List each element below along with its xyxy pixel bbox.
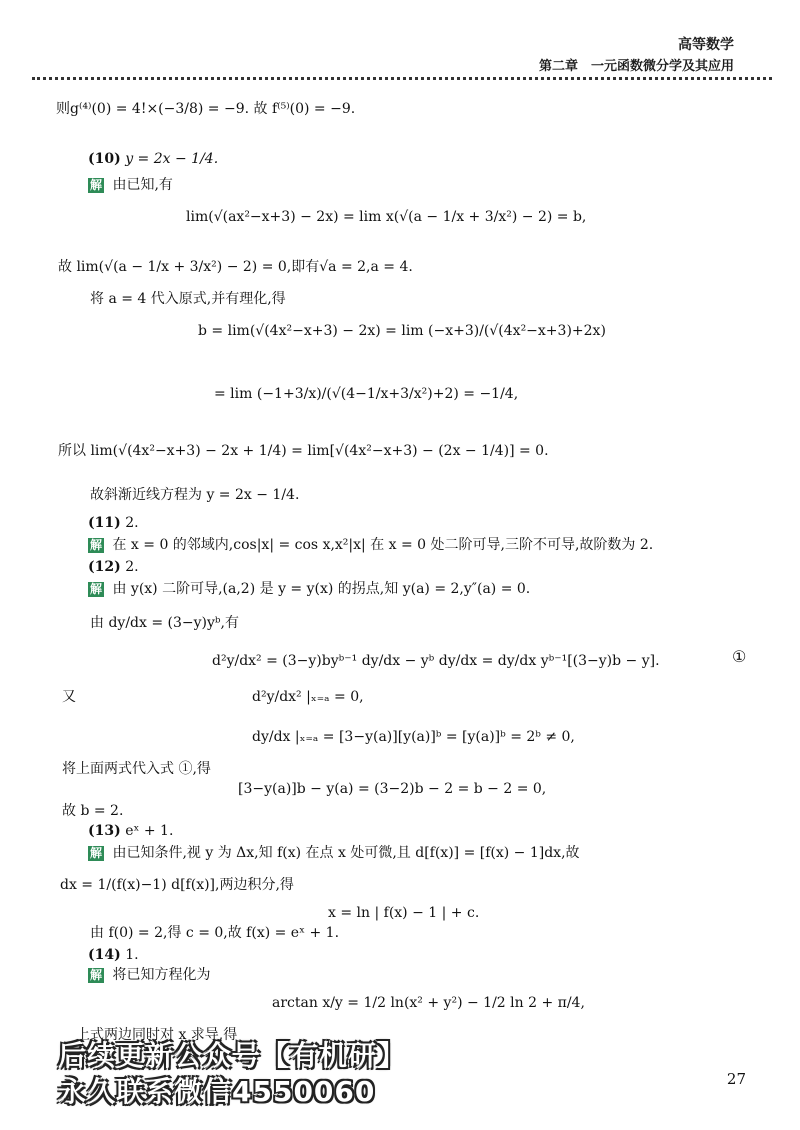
condition-first-derivative — [252, 728, 575, 746]
problem-answer: 2. — [125, 515, 139, 531]
chapter-title: 第二章 一元函数微分学及其应用 — [538, 59, 734, 74]
derivative-given — [90, 614, 239, 632]
circled-number: ① — [732, 647, 747, 666]
body-text: 将上面两式代入式 ①,得 — [62, 761, 211, 777]
formula-text: 则g⁽⁴⁾(0) = 4!×(−3/8) = −9. 故 f⁽⁵⁾(0) = −9. — [56, 101, 356, 117]
problem-answer: 1. — [125, 947, 139, 963]
problem-14-heading — [88, 946, 139, 964]
problem-answer: eˣ + 1. — [125, 823, 174, 839]
body-text: 上式两边同时对 x 求导,得 — [76, 1027, 238, 1043]
equation-text: dy/dx |ₓ₌ₐ = [3−y(a)][y(a)]ᵇ = [y(a)]ᵇ = 2ᵇ ≠ 0, — [252, 729, 575, 745]
second-derivative-eq — [212, 652, 660, 670]
label-you — [62, 688, 76, 706]
problem-13-solution — [88, 844, 580, 862]
body-text: 故 b = 2. — [62, 803, 124, 819]
equation-text: 由 dy/dx = (3−y)yᵇ,有 — [90, 615, 239, 631]
integrated-eq — [328, 904, 479, 922]
equation-limit-b — [186, 208, 586, 226]
solution-tag: 解 — [90, 538, 103, 552]
asymptote-conclusion — [90, 486, 299, 504]
solution-text: 由已知,有 — [112, 177, 173, 193]
header-divider — [32, 77, 772, 80]
solution-text: 将已知方程化为 — [112, 967, 211, 983]
conclusion-b — [62, 802, 123, 820]
condition-second-derivative — [252, 688, 364, 706]
equation-text: dx = 1/(f(x)−1) d[f(x)],两边积分,得 — [60, 877, 294, 893]
equation-b-solve — [238, 780, 546, 798]
problem-12-solution — [88, 580, 530, 598]
body-text: 故斜渐近线方程为 y = 2x − 1/4. — [90, 487, 300, 503]
body-text: 由 f(0) = 2,得 c = 0,故 f(x) = eˣ + 1. — [90, 925, 340, 941]
watermark-line-1: 后续更新公众号【有机研】 — [58, 1039, 407, 1072]
page-number: 27 — [726, 1070, 746, 1088]
equation-text: 所以 lim(√(4x²−x+3) − 2x + 1/4) = lim[√(4x²−x+3) − (2x − 1/4)] = 0. — [58, 443, 549, 459]
equation-text: 故 lim(√(a − 1/x + 3/x²) − 2) = 0,即有√a = 2,a = 4. — [58, 259, 413, 275]
formula-line-g4 — [56, 100, 355, 118]
equation-suoyi — [58, 442, 549, 460]
problem-11-solution — [88, 536, 653, 554]
equation-text: = lim (−1+3/x)/(√(4−1/x+3/x²)+2) = −1/4, — [214, 386, 519, 402]
problem-answer: y = 2x − 1/4. — [125, 151, 219, 167]
plug-in-text — [62, 760, 211, 778]
solution-text: 由已知条件,视 y 为 Δx,知 f(x) 在点 x 处可微,且 d[f(x)] = [f(x) − 1]dx,故 — [112, 845, 580, 861]
problem-10-heading — [88, 150, 218, 168]
problem-number: (10) — [88, 151, 121, 167]
equation-text: x = ln | f(x) − 1 | + c. — [328, 905, 480, 921]
problem-14-solution — [88, 966, 210, 984]
solution-tag: 解 — [90, 968, 103, 982]
equation-text: lim(√(ax²−x+3) − 2x) = lim x(√(a − 1/x + 3/x²) − 2) = b, — [186, 209, 587, 225]
body-text: 又 — [62, 689, 76, 705]
substitution-text — [90, 290, 286, 308]
problem-number: (12) — [88, 559, 121, 575]
solution-tag: 解 — [90, 846, 103, 860]
initial-condition — [90, 924, 339, 942]
problem-13-heading — [88, 822, 173, 840]
equation-text: [3−y(a)]b − y(a) = (3−2)b − 2 = b − 2 = 0, — [238, 781, 547, 797]
problem-number: (14) — [88, 947, 121, 963]
solution-text: 由 y(x) 二阶可导,(a,2) 是 y = y(x) 的拐点,知 y(a) = 2,y″(a) = 0. — [112, 581, 531, 597]
differential-eq — [60, 876, 294, 894]
equation-text: d²y/dx² |ₓ₌ₐ = 0, — [252, 689, 364, 705]
equation-b-result — [214, 385, 518, 403]
book-title: 高等数学 — [678, 37, 734, 53]
problem-number: (11) — [88, 515, 121, 531]
equation-text: d²y/dx² = (3−y)byᵇ⁻¹ dy/dx − yᵇ dy/dx = dy/dx yᵇ⁻¹[(3−y)b − y]. — [212, 653, 660, 669]
arctan-equation — [272, 994, 585, 1012]
problem-10-solution-intro — [88, 176, 173, 194]
problem-12-heading — [88, 558, 139, 576]
watermark-line-2: 永久联系微信4550060 — [58, 1075, 376, 1108]
equation-text: arctan x/y = 1/2 ln(x² + y²) − 1/2 ln 2 + π/4, — [272, 995, 585, 1011]
solution-text: 在 x = 0 的邻域内,cos|x| = cos x,x²|x| 在 x = 0 处二阶可导,三阶不可导,故阶数为 2. — [112, 537, 654, 553]
problem-answer: 2. — [125, 559, 139, 575]
solution-tag: 解 — [90, 582, 103, 596]
problem-number: (13) — [88, 823, 121, 839]
equation-text: b = lim(√(4x²−x+3) − 2x) = lim (−x+3)/(√(4x²−x+3)+2x) — [198, 323, 606, 339]
equation-a-value — [58, 258, 413, 276]
problem-11-heading — [88, 514, 139, 532]
solution-tag: 解 — [90, 178, 103, 192]
body-text: 将 a = 4 代入原式,并有理化,得 — [90, 291, 286, 307]
equation-marker-1 — [732, 648, 746, 666]
equation-b-rationalized — [198, 322, 606, 340]
